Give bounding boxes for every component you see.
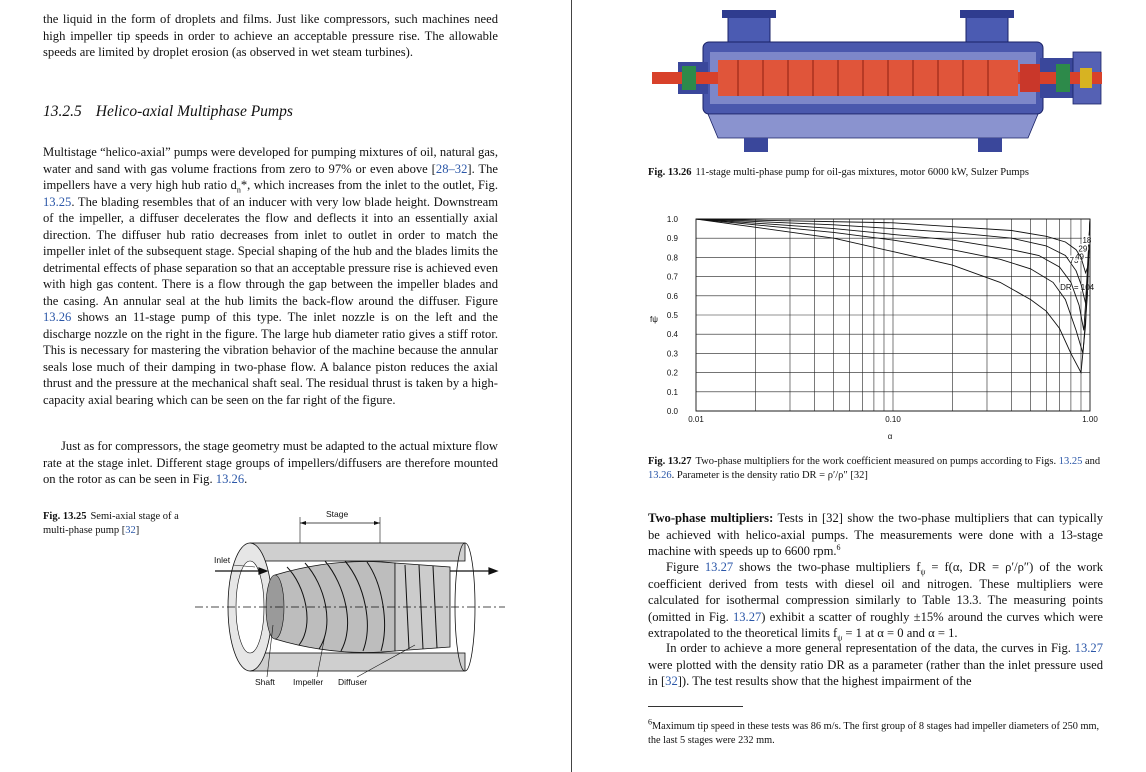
label-shaft: Shaft xyxy=(255,677,275,687)
caption-text: and xyxy=(1082,456,1101,467)
series-label: DR = 104 xyxy=(1060,283,1095,293)
fig27-label: Fig. 13.27 xyxy=(648,456,692,467)
intro-text: the liquid in the form of droplets and films. Just like compressors, such machines need high impeller tip speeds in order to achieve an acceptable pressure rise. The allowable speeds are limited by droplet erosion (as observed in wet steam turbines). xyxy=(43,12,498,59)
body-text: *, which increases from the inlet to the outlet, Fig. xyxy=(240,178,498,192)
y-axis-label: fψ xyxy=(650,315,658,324)
body-text: = 1 at α = 0 and α = 1. xyxy=(842,626,958,640)
caption-text: . Parameter is the density ratio DR = ρ′/ρ″ [32] xyxy=(671,469,868,481)
body-paragraph-1 xyxy=(43,144,498,408)
y-tick-label: 0.4 xyxy=(666,330,678,340)
series-label: 18 xyxy=(1082,236,1092,245)
body-text: Figure xyxy=(666,560,705,574)
series-label: 29 xyxy=(1078,244,1088,254)
fig27-chart xyxy=(640,205,1110,445)
caption-text: 11-stage multi-phase pump for oil-gas mixtures, motor 6000 kW, Sulzer Pumps xyxy=(695,167,1029,178)
body-paragraph-right-1 xyxy=(648,510,1103,560)
stage-dimension xyxy=(300,517,380,545)
fig25-stage-diagram xyxy=(195,505,505,695)
nozzles xyxy=(722,10,1014,46)
body-text: ]). The test results show that the highest impairment of the xyxy=(677,674,972,688)
y-tick-label: 1.0 xyxy=(666,215,678,224)
citation-link[interactable]: 28–32 xyxy=(435,161,468,176)
label-stage: Stage xyxy=(326,509,349,519)
body-text: Multistage “helico-axial” pumps were developed for pumping mixtures of oil, natural gas, water and sand with gas volume fractions from zero to 97% or even above [ xyxy=(43,145,498,176)
body-text: were plotted with the density ratio DR as a parameter (rather than the inlet pressure used in [ xyxy=(648,657,1103,688)
x-axis-label: α xyxy=(887,432,893,441)
body-text: . The blading resembles that of an inducer with very low blade height. Downstream of the impeller, a diffuser decelerates the flow and deflects it into an essentially axial direction. The diffuser hub ratio decreases from inlet to outlet in order to match the impeller inlet of the subsequent stage. Special shaping of the hub and the blades limits the detrimental effects of phase separation so that an acceptable pressure rise is achieved even with high gas content. There is a flow through the gap between the impeller blades and the casing. An annular seal at the hub limits the back-flow around the diffuser. Figure xyxy=(43,194,498,308)
section-number: 13.2.5 xyxy=(43,103,82,120)
body-paragraph-right-3 xyxy=(648,640,1103,690)
label-diffuser: Diffuser xyxy=(338,677,368,687)
paragraph-heading: Two-phase multipliers: xyxy=(648,511,774,525)
figure-link[interactable]: 13.25 xyxy=(1058,456,1083,467)
series-label: 49 xyxy=(1075,252,1085,262)
body-paragraph-right-2 xyxy=(648,559,1103,642)
x-tick-label: 0.10 xyxy=(885,415,901,424)
column-divider xyxy=(571,0,572,772)
fig26-pump-drawing xyxy=(648,8,1108,156)
figure-link[interactable]: 13.26 xyxy=(215,472,245,486)
rotor xyxy=(652,60,1102,96)
y-tick-label: 0.2 xyxy=(666,368,678,378)
body-text: = f(α, DR = ρ′/ρ″) of the work coefficient derived from tests with diesel oil and nitrogen. These multipliers were calculated for isothermal compression similarly to Table 13.3. The measuring points (omitted in Fig. xyxy=(648,560,1104,624)
y-tick-label: 0.8 xyxy=(666,253,678,263)
y-tick-label: 0.1 xyxy=(666,387,678,397)
fig25-caption xyxy=(43,510,193,537)
footnote-mark[interactable]: 6 xyxy=(836,542,841,552)
footnote-number: 6 xyxy=(648,717,652,727)
section-title: Helico-axial Multiphase Pumps xyxy=(95,103,293,120)
fig26-caption xyxy=(648,166,1108,180)
body-text: Just as for compressors, the stage geometry must be adapted to the actual mixture flow rate at the stage inlet. Different stage groups of impellers/diffusers are therefore mounted on the rotor as can be seen in Fig. xyxy=(43,439,498,486)
fig25-label: Fig. 13.25 xyxy=(43,511,87,522)
citation-link[interactable]: 32 xyxy=(665,674,678,688)
body-text: shows the two-phase multipliers f xyxy=(733,560,921,574)
body-text: shows an 11-stage pump of this type. The inlet nozzle is on the left and the discharge nozzle on the right in the figure. The large hub diameter ratio gives a stiff rotor. This is necessary for mastering the vibration behavior of the machine because the annular seals lose much of their damping in two-phase flow. A balance piston reduces the axial thrust and the pressure at the mechanical shaft seal. The residual thrust is taken by a high-capacity axial bearing which can be seen on the far right of the figure. xyxy=(43,310,498,407)
footnote xyxy=(648,717,1103,748)
body-paragraph-2 xyxy=(43,438,498,488)
casing-bottom xyxy=(708,114,1038,152)
y-tick-label: 0.7 xyxy=(666,272,678,282)
caption-text: Two-phase multipliers for the work coefficient measured on pumps according to Figs. xyxy=(695,456,1059,467)
series-label: 73 xyxy=(1069,256,1079,266)
section-heading xyxy=(43,103,498,121)
footnote-text: Maximum tip speed in these tests was 86 m/s. The first group of 8 stages had impeller diameters of 250 mm, the last 5 stages were 232 mm. xyxy=(648,721,1100,746)
figure-link[interactable]: 13.27 xyxy=(704,560,734,574)
subscript: ψ xyxy=(837,633,843,643)
y-tick-label: 0.0 xyxy=(666,407,678,416)
y-tick-label: 0.5 xyxy=(666,311,678,320)
y-tick-label: 0.6 xyxy=(666,291,678,301)
body-text: . xyxy=(244,472,248,486)
x-tick-label: 0.01 xyxy=(688,415,704,424)
fig27-caption xyxy=(648,455,1103,482)
figure-link[interactable]: 13.27 xyxy=(1074,641,1103,655)
figure-link[interactable]: 13.26 xyxy=(648,469,672,481)
footnote-rule xyxy=(648,706,743,707)
body-text: ]. The impellers have a very high hub ratio d xyxy=(43,161,499,192)
label-impeller: Impeller xyxy=(293,677,324,687)
chart-ticks xyxy=(667,215,1098,424)
label-inlet: Inlet xyxy=(214,555,231,565)
caption-text: Semi-axial stage of a multi-phase pump [ xyxy=(43,511,179,536)
y-tick-label: 0.3 xyxy=(666,349,678,359)
x-tick-label: 1.00 xyxy=(1082,415,1098,424)
intro-paragraph xyxy=(43,11,498,61)
subscript: ψ xyxy=(920,567,926,577)
body-text: In order to achieve a more general representation of the data, the curves in Fig. xyxy=(666,641,1075,655)
figure-link[interactable]: 13.25 xyxy=(43,194,72,209)
figure-link[interactable]: 13.27 xyxy=(732,609,762,624)
chart-grid xyxy=(696,219,1090,411)
y-tick-label: 0.9 xyxy=(666,234,678,244)
subscript: n xyxy=(236,185,241,195)
fig26-label: Fig. 13.26 xyxy=(648,167,692,178)
figure-link[interactable]: 13.26 xyxy=(43,310,72,324)
citation-link[interactable]: 32 xyxy=(125,524,136,536)
caption-text: ] xyxy=(135,524,140,536)
body-text: ) exhibit a scatter of roughly ±15% around the curves which were extrapolated to the theoretical limits f xyxy=(648,609,1104,640)
body-text: Tests in [32] show the two-phase multipliers that can typically be achieved with helico-axial pumps. The measurements were done with a 13-stage machine with speeds up to 6600 rpm. xyxy=(648,511,1103,558)
